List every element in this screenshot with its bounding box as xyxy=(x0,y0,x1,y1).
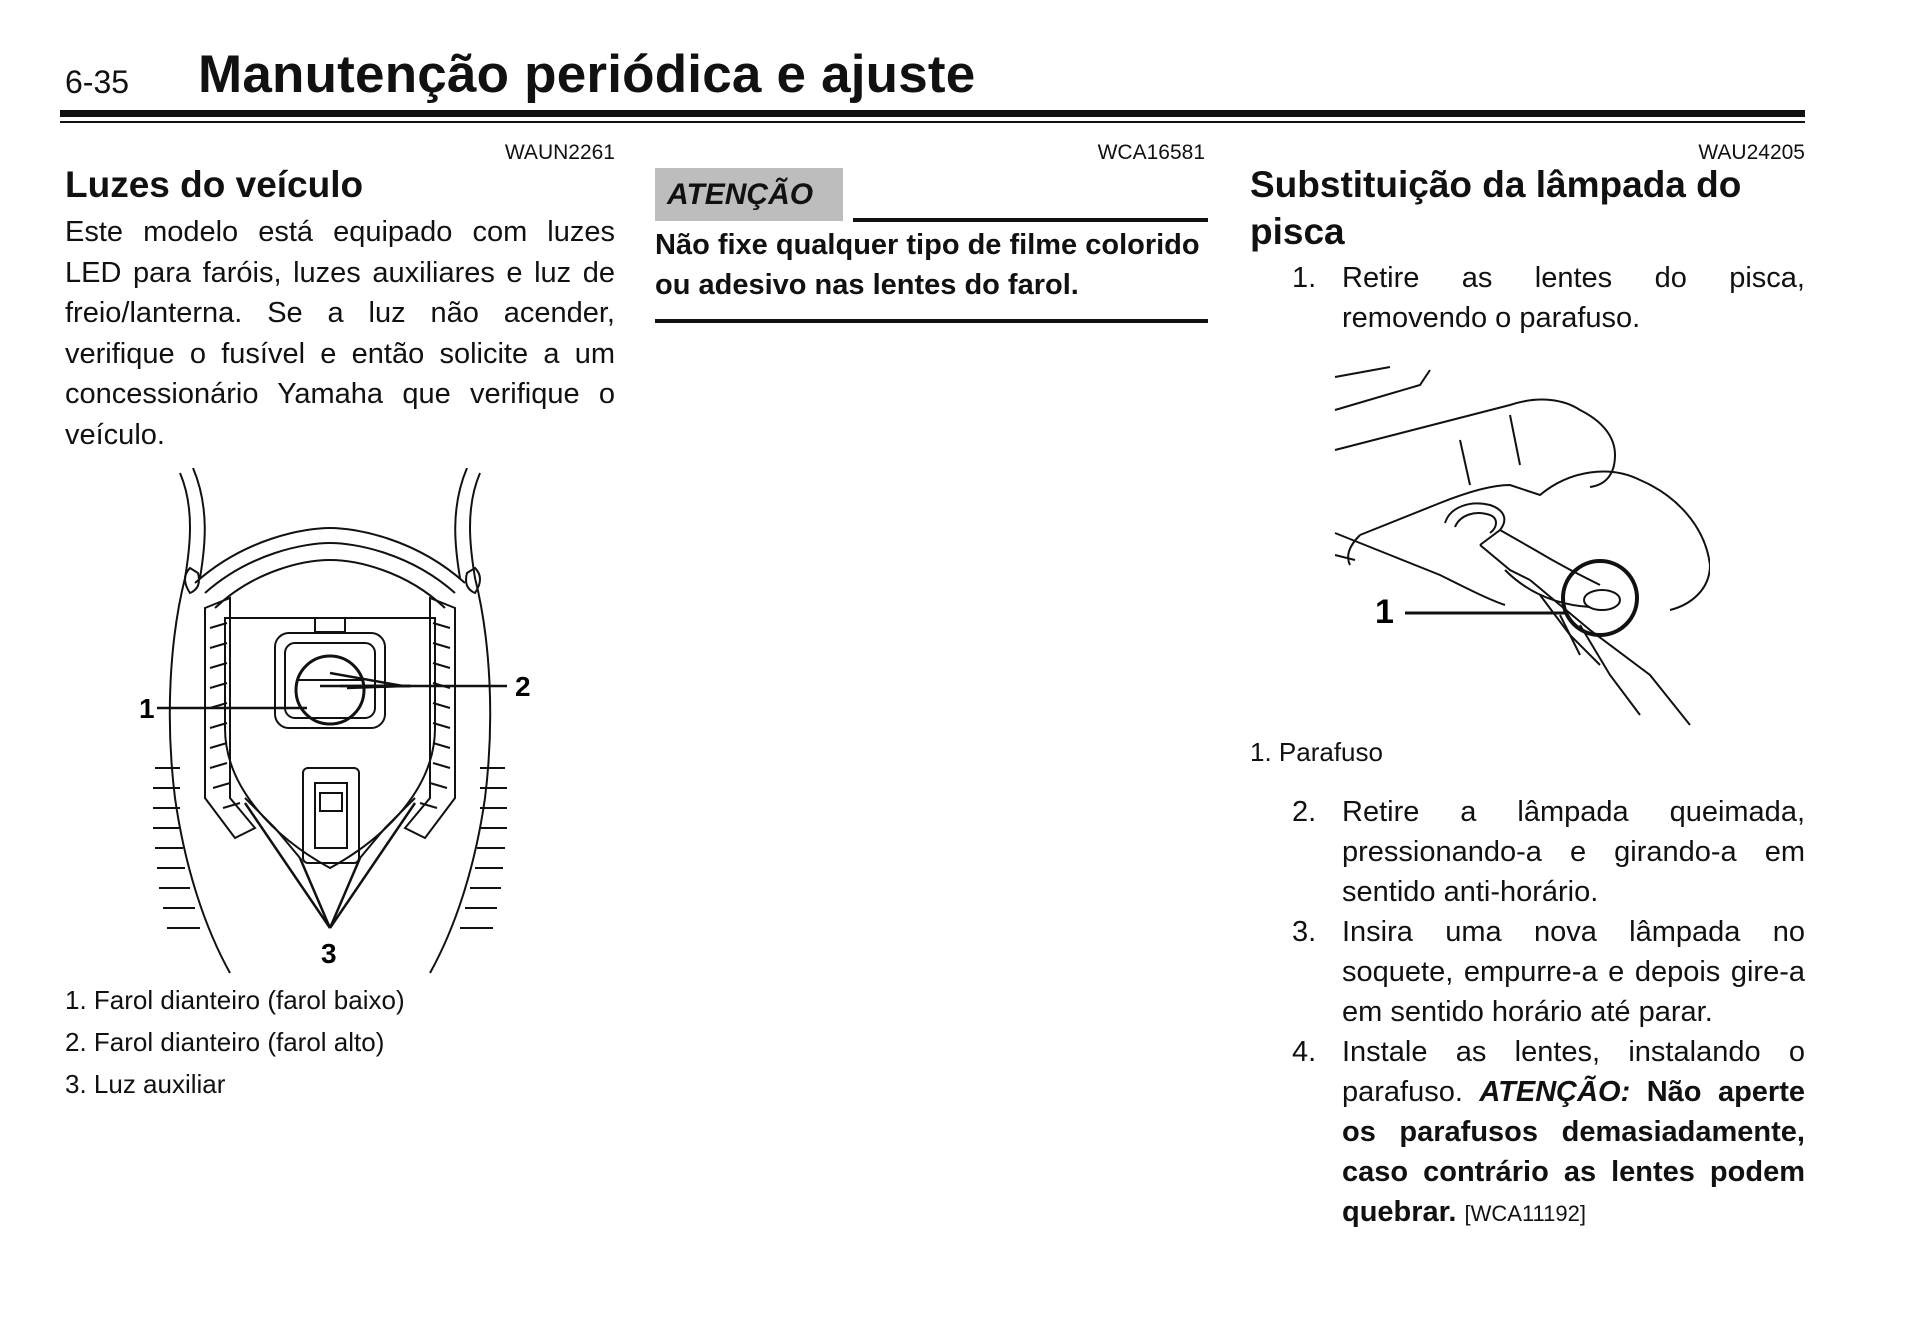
step-caution-label: ATENÇÃO: xyxy=(1479,1076,1631,1108)
section-code-indicator: WAU24205 xyxy=(1698,141,1805,164)
step-text: Retire a lâmpada queimada, pressionando-a e girando-a em sentido anti-horário. xyxy=(1342,796,1805,908)
callout-1: 1 xyxy=(139,693,155,724)
step-text: Insira uma nova lâmpada no soquete, empurre-a e depois gire-a em sentido horário até parar. xyxy=(1342,916,1805,1028)
caution-text: Não fixe qualquer tipo de filme colorido ou adesivo nas lentes do farol. xyxy=(655,229,1200,301)
callout-leader-3b xyxy=(330,858,360,928)
caution-rule-bottom xyxy=(655,319,1208,323)
section-heading-indicator: Substituição da lâmpada do pisca xyxy=(1250,164,1742,252)
low-beam-lens xyxy=(296,656,364,724)
step-number: 4. xyxy=(1292,1036,1317,1068)
callout-3: 3 xyxy=(321,938,337,969)
step-text: Retire as lentes do pisca, removendo o parafuso. xyxy=(1342,262,1805,334)
header-rule-thin xyxy=(60,121,1805,123)
body-left-outline xyxy=(170,473,230,973)
caption-item: 3. Luz auxiliar xyxy=(65,1069,226,1099)
header-rule-thick xyxy=(60,110,1805,117)
step-caution-text: Não aperte os parafusos demasiadamente, caso contrário as lentes podem quebrar. xyxy=(1342,1076,1805,1228)
body-right-outline xyxy=(430,473,490,973)
caution-label: ATENÇÃO xyxy=(655,168,843,221)
screw-highlight-circle xyxy=(1563,561,1637,635)
section-heading-lights: Luzes do veículo xyxy=(65,164,364,205)
step-number: 2. xyxy=(1292,796,1317,828)
caption-item: 1. Farol dianteiro (farol baixo) xyxy=(65,985,405,1015)
lights-paragraph: Este modelo está equipado com luzes LED para faróis, luzes auxiliares e luz de freio/lanterna. Se a luz não acender, verifique o fusível e então solicite a um concessionário Yamaha que verifique o veículo. xyxy=(65,216,615,451)
steps-list-a xyxy=(1250,258,1805,338)
caution-rule-top xyxy=(853,218,1208,222)
figure-caption-screw: 1. Parafuso xyxy=(1250,737,1383,767)
callout-leader-3a xyxy=(300,858,330,928)
headlight-front-view-illustration xyxy=(135,468,555,978)
page-title: Manutenção periódica e ajuste xyxy=(198,45,976,104)
callout-2: 2 xyxy=(515,671,531,702)
figure-captions-lights xyxy=(65,979,615,1105)
steps-list-b xyxy=(1250,792,1805,1234)
step-caution-code: [WCA11192] xyxy=(1464,1201,1586,1226)
section-code-caution: WCA16581 xyxy=(1097,141,1205,164)
indicator-lens-illustration xyxy=(1330,355,1710,735)
step-item xyxy=(1250,792,1805,912)
section-code-lights: WAUN2261 xyxy=(504,141,615,164)
page-number: 6-35 xyxy=(65,64,130,100)
step-number: 3. xyxy=(1292,916,1317,948)
callout-screw: 1 xyxy=(1375,593,1394,631)
step-text: Instale as lentes, instalando o parafuso. xyxy=(1342,1036,1805,1108)
caption-item: 2. Farol dianteiro (farol alto) xyxy=(65,1027,385,1057)
step-item xyxy=(1250,258,1805,338)
step-item xyxy=(1250,912,1805,1032)
step-item xyxy=(1250,1032,1805,1234)
step-number: 1. xyxy=(1292,262,1317,294)
